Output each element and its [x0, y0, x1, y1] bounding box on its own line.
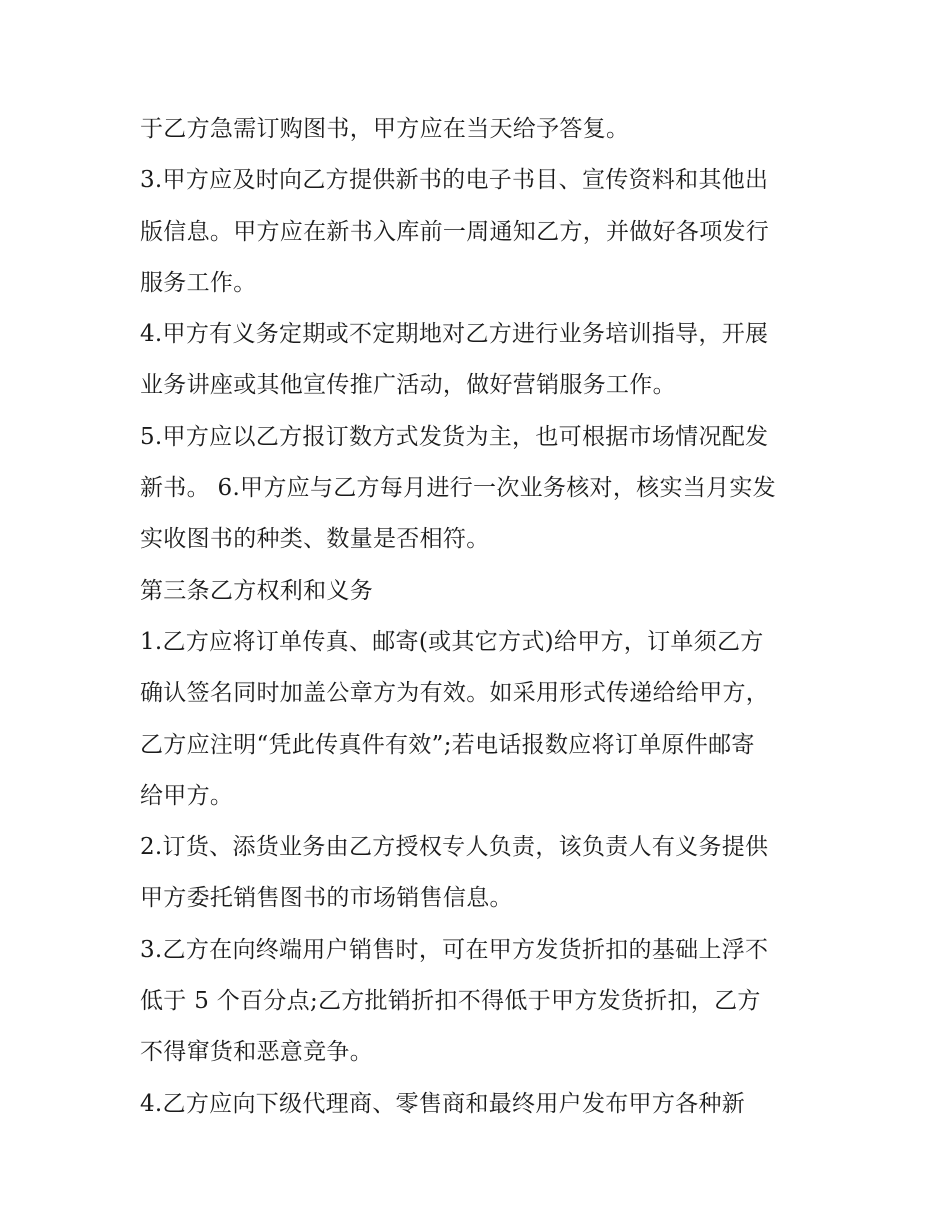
text-line: 甲方委托销售图书的市场销售信息。	[140, 885, 513, 912]
text-line: 3.甲方应及时向乙方提供新书的电子书目、宣传资料和其他出	[140, 167, 769, 194]
text-line: 服务工作。	[140, 269, 257, 296]
text-line: 版信息。甲方应在新书入库前一周通知乙方，并做好各项发行	[140, 218, 770, 245]
text-line: 不得窜货和恶意竞争。	[140, 1039, 373, 1066]
text-line: 乙方应注明“凭此传真件有效”;若电话报数应将订单原件邮寄	[140, 731, 755, 758]
text-line: 5.甲方应以乙方报订数方式发货为主，也可根据市场情况配发	[140, 423, 769, 450]
section-heading: 第三条乙方权利和义务	[140, 577, 373, 604]
text-line: 给甲方。	[140, 782, 234, 809]
text-line: 新书。 6.甲方应与乙方每月进行一次业务核对，核实当月实发	[140, 475, 776, 502]
text-line: 3.乙方在向终端用户销售时，可在甲方发货折扣的基础上浮不	[140, 936, 769, 963]
text-line: 确认签名同时加盖公章方为有效。如采用形式传递给给甲方，	[140, 680, 770, 707]
text-line: 低于 5 个百分点;乙方批销折扣不得低于甲方发货折扣，乙方	[140, 988, 761, 1015]
text-line: 4.乙方应向下级代理商、零售商和最终用户发布甲方各种新	[140, 1090, 746, 1117]
text-line: 实收图书的种类、数量是否相符。	[140, 526, 490, 553]
text-line: 1.乙方应将订单传真、邮寄(或其它方式)给甲方，订单须乙方	[140, 628, 764, 655]
document-page	[140, 104, 830, 1130]
text-line: 4.甲方有义务定期或不定期地对乙方进行业务培训指导，开展	[140, 321, 769, 348]
text-line: 业务讲座或其他宣传推广活动，做好营销服务工作。	[140, 372, 676, 399]
text-line: 于乙方急需订购图书，甲方应在当天给予答复。	[140, 116, 630, 142]
text-line: 2.订货、添货业务由乙方授权专人负责，该负责人有义务提供	[140, 834, 769, 861]
